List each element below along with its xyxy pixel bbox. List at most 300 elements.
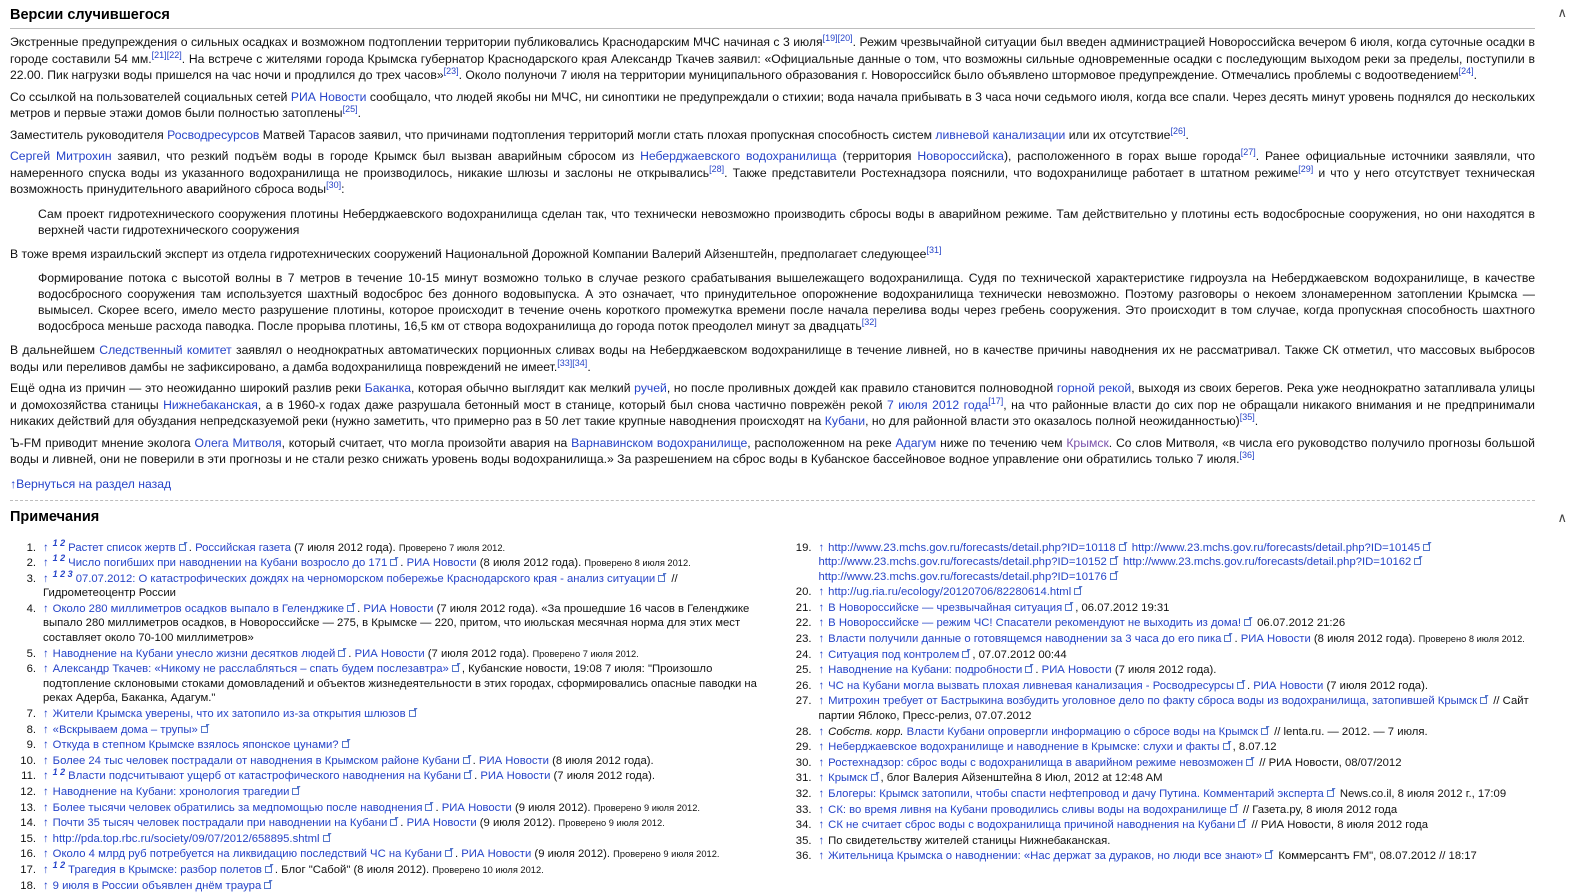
paragraph xyxy=(10,435,1535,468)
reference-number: 2. xyxy=(10,556,36,571)
ref-marker[interactable]: [35] xyxy=(1240,412,1255,422)
backlink-numbers[interactable]: 1 2 xyxy=(53,860,66,870)
backlink-arrow[interactable]: ↑ xyxy=(819,726,825,738)
external-link-icon[interactable] xyxy=(1327,788,1336,797)
backlink-arrow[interactable]: ↑ xyxy=(819,850,825,862)
text: , на что районные власти до сих пор не обращали никакого внимания и не предпринимали никаких действий для обуздания непредсказуемой реки (нужно заметить, что примерно раз в 50 лет такие крупные наводнения происходят на xyxy=(10,398,1535,429)
backlink-arrow[interactable]: ↑ xyxy=(43,817,49,829)
visited-link[interactable]: Крымск xyxy=(1066,436,1108,450)
reference-number: 13. xyxy=(10,801,36,816)
references-list xyxy=(10,541,1535,894)
backlink-arrow[interactable]: ↑ xyxy=(819,680,825,692)
ref-marker[interactable]: [22] xyxy=(167,49,182,59)
text: // lenta.ru. — 2012. — 7 июля. xyxy=(1271,726,1428,738)
ref-marker[interactable]: [21] xyxy=(152,49,167,59)
access-date: Проверено 7 июля 2012. xyxy=(532,649,638,659)
backlink-arrow[interactable]: ↑ xyxy=(819,586,825,598)
external-link-icon[interactable] xyxy=(338,648,347,657)
reference-item xyxy=(10,647,760,662)
paragraph xyxy=(10,34,1535,84)
backlink-numbers[interactable]: 1 2 3 xyxy=(53,569,73,579)
reference-number: 31. xyxy=(786,771,812,786)
ref-marker[interactable]: [20] xyxy=(838,33,853,43)
reference-text xyxy=(43,816,760,831)
ref-marker[interactable]: [23] xyxy=(444,66,459,76)
reference-number: 5. xyxy=(10,647,36,662)
link[interactable]: Крымск xyxy=(828,772,867,784)
text: . xyxy=(400,817,406,829)
link[interactable]: Растет список жертв xyxy=(68,542,176,554)
backlink-arrow[interactable]: ↑ xyxy=(43,786,49,798)
link[interactable]: Жители Крымска уверены, что их затопило из-за открытия шлюзов xyxy=(53,708,406,720)
reference-item xyxy=(786,756,1536,771)
link[interactable]: ЧС на Кубани могла вызвать плохая ливневая канализация - Росводресурсы xyxy=(828,680,1234,692)
backlink-arrow[interactable]: ↑ xyxy=(43,864,49,876)
backlink-arrow[interactable]: ↑ xyxy=(819,617,825,629)
link[interactable]: Около 280 миллиметров осадков выпало в Геленджике xyxy=(53,603,344,615)
external-link-icon[interactable] xyxy=(1237,680,1246,689)
text: , выходя из своих берегов. Река уже неоднократно затапливала улицы и домохозяйства станицы xyxy=(10,381,1535,412)
link[interactable]: http://www.23.mchs.gov.ru/forecasts/detail.php?ID=10152 xyxy=(819,556,1107,568)
text: В дальнейшем xyxy=(10,343,99,357)
backlink-arrow[interactable]: ↑ xyxy=(43,542,49,554)
reference-number: 29. xyxy=(786,740,812,755)
external-link-icon[interactable] xyxy=(962,649,971,658)
link[interactable]: Власти получили данные о готовящемся наводнении за 3 часа до его пика xyxy=(828,633,1221,645)
link[interactable]: 7 июля 2012 года xyxy=(887,398,988,412)
reference-number: 21. xyxy=(786,601,812,616)
reference-item xyxy=(10,662,760,706)
reference-item xyxy=(786,740,1536,755)
link[interactable]: Неберджаевского водохранилища xyxy=(640,149,836,163)
external-link-icon[interactable] xyxy=(1238,819,1247,828)
external-link-icon[interactable] xyxy=(1423,542,1432,551)
link[interactable]: РИА Новости xyxy=(480,770,550,782)
link[interactable]: http://ug.ria.ru/ecology/20120706/82280614.html xyxy=(828,586,1071,598)
link[interactable]: Нижнебаканская xyxy=(163,398,258,412)
link[interactable]: Александр Ткачев: «Никому не расслабляться – спать будем послезавтра» xyxy=(53,663,449,675)
link[interactable]: Власти Кубани опровергли информацию о сбросе воды на Крымск xyxy=(907,726,1258,738)
text: Заместитель руководителя xyxy=(10,128,167,142)
backlink-arrow[interactable]: ↑ xyxy=(43,833,49,845)
link[interactable]: ливневой канализации xyxy=(935,128,1065,142)
reference-number: 9. xyxy=(10,738,36,753)
external-link-icon[interactable] xyxy=(347,603,356,612)
external-link-icon[interactable] xyxy=(179,542,188,551)
reference-item xyxy=(10,785,760,800)
ref-sup xyxy=(572,357,587,367)
link[interactable]: РИА Новости xyxy=(461,848,531,860)
text: (7 июля 2012 года). «За прошедшие 16 часов в Геленджике выпало 280 миллиметров осадков, в Новороссийске — 275, в Крымске — 220, притом, что июльская месячная норма для этих мест составляет около 70-100 миллиметров» xyxy=(43,603,749,644)
link[interactable]: горной рекой xyxy=(1057,381,1131,395)
text: (9 июля 2012). xyxy=(477,817,559,829)
reference-item xyxy=(10,816,760,831)
backlink-arrow[interactable]: ↑ xyxy=(819,819,825,831)
reference-text xyxy=(43,863,760,878)
text: . xyxy=(400,557,406,569)
backlink-arrow[interactable]: ↑ xyxy=(43,708,49,720)
link[interactable]: http://www.23.mchs.gov.ru/forecasts/detail.php?ID=10145 xyxy=(1132,542,1420,554)
link[interactable]: Росводресурсов xyxy=(167,128,259,142)
link[interactable]: Почти 35 тысяч человек пострадали при наводнении на Кубани xyxy=(53,817,388,829)
ref-sup xyxy=(838,33,853,43)
reference-number: 18. xyxy=(10,879,36,894)
reference-item xyxy=(786,632,1536,647)
text: В тоже время израильский эксперт из отдела гидротехнических сооружений Национальной Дорожной Компании Валерий Айзенштейн, предполагает следующее xyxy=(10,247,926,261)
reference-text xyxy=(819,725,1536,740)
external-link-icon[interactable] xyxy=(390,557,399,566)
ref-sup xyxy=(862,317,877,327)
link[interactable]: Число погибших при наводнении на Кубани возросло до 171 xyxy=(68,557,387,569)
reference-text xyxy=(819,834,1536,849)
reference-number: 25. xyxy=(786,663,812,678)
ref-sup xyxy=(1239,450,1254,460)
backlink-arrow[interactable]: ↑ xyxy=(43,724,49,736)
ref-marker[interactable]: [19] xyxy=(823,33,838,43)
link[interactable]: Ростехнадзор: сброс воды с водохранилища в аварийном режиме невозможен xyxy=(828,757,1243,769)
collapse-section-icon[interactable]: ∧ xyxy=(1557,511,1567,525)
link[interactable]: Новороссийска xyxy=(917,149,1004,163)
external-link-icon[interactable] xyxy=(264,880,273,889)
external-link-icon[interactable] xyxy=(1065,602,1074,611)
external-link-icon[interactable] xyxy=(323,833,332,842)
backlink-arrow[interactable]: ↑ xyxy=(43,557,49,569)
external-link-icon[interactable] xyxy=(409,708,418,717)
text: и что у него отсутствует техническая возможность принудительного аварийного сброса воды xyxy=(10,166,1535,197)
reference-item xyxy=(786,725,1536,740)
text: . xyxy=(474,770,480,782)
link[interactable]: РИА Новости xyxy=(1253,680,1323,692)
link[interactable]: Сергей Митрохин xyxy=(10,149,112,163)
link[interactable]: Ситуация под контролем xyxy=(828,649,959,661)
reference-text xyxy=(43,832,760,847)
ref-marker[interactable]: [31] xyxy=(926,244,941,254)
paragraph xyxy=(10,342,1535,375)
section-title-notes: Примечания xyxy=(10,503,1535,529)
backlink-arrow[interactable]: ↑ xyxy=(819,835,825,847)
link[interactable]: ручей xyxy=(634,381,667,395)
text: , но для районной власти это оказалось полной неожиданностью) xyxy=(865,414,1240,428)
link[interactable]: РИА Новости xyxy=(291,90,367,104)
text: , но после проливных дождей как правило становится полноводной xyxy=(667,381,1057,395)
reference-text xyxy=(819,648,1536,663)
link[interactable]: Более 24 тыс человек пострадали от наводнения в Крымском районе Кубани xyxy=(53,755,460,767)
external-link-icon[interactable] xyxy=(1246,757,1255,766)
backlink-arrow[interactable]: ↑ xyxy=(819,788,825,800)
link[interactable]: Кубани xyxy=(825,414,865,428)
backlink-arrow[interactable]: ↑ xyxy=(819,602,825,614)
text: . Блог "Сабой" (8 июля 2012). xyxy=(275,864,432,876)
reference-number: 8. xyxy=(10,723,36,738)
external-link-icon[interactable] xyxy=(1110,556,1119,565)
backlink-arrow[interactable]: ↑ xyxy=(43,573,49,585)
text: (7 июля 2012 года). xyxy=(425,648,533,660)
ref-marker[interactable]: [30] xyxy=(326,180,341,190)
link[interactable]: В Новороссийске — чрезвычайная ситуация xyxy=(828,602,1062,614)
external-link-icon[interactable] xyxy=(265,864,274,873)
ref-sup xyxy=(1241,147,1256,157)
reference-item xyxy=(10,723,760,738)
reference-item xyxy=(786,771,1536,786)
external-link-icon[interactable] xyxy=(292,786,301,795)
backlink-arrow[interactable]: ↑ xyxy=(43,648,49,660)
external-link-icon[interactable] xyxy=(658,573,667,582)
ref-marker[interactable]: [24] xyxy=(1459,66,1474,76)
link[interactable]: http://www.23.mchs.gov.ru/forecasts/detail.php?ID=10162 xyxy=(1123,556,1411,568)
text: заявлял о неоднократных автоматических порционных сливах воды на Неберджаевском водохранилище в течение ливней, но в качестве причины наводнения их не рассматривал. Также СК отметил, что массовых выбросов воды или переливов дамбы не зафиксировано, а дамба водохранилища повреждений не имеет. xyxy=(10,343,1535,374)
reference-number: 14. xyxy=(10,816,36,831)
external-link-icon[interactable] xyxy=(1223,741,1232,750)
link[interactable]: http://www.23.mchs.gov.ru/forecasts/detail.php?ID=10118 xyxy=(828,542,1116,554)
ref-marker[interactable]: [34] xyxy=(572,357,587,367)
link[interactable]: Более тысячи человек обратились за медпомощью после наводнения xyxy=(53,802,423,814)
external-link-icon[interactable] xyxy=(1119,542,1128,551)
ref-sup xyxy=(1298,163,1313,173)
link[interactable]: РИА Новости xyxy=(479,755,549,767)
external-link-icon[interactable] xyxy=(201,724,210,733)
text: (8 июля 2012 года). xyxy=(477,557,585,569)
external-link-icon[interactable] xyxy=(1414,556,1423,565)
text: Коммерсантъ FM", 08.07.2012 // 18:17 xyxy=(1275,850,1477,862)
ref-marker[interactable]: [17] xyxy=(988,395,1003,405)
ref-sup xyxy=(823,33,838,43)
ref-sup xyxy=(988,395,1003,405)
link[interactable]: РИА Новости xyxy=(355,648,425,660)
reference-item xyxy=(10,879,760,894)
backlink-arrow[interactable]: ↑ xyxy=(43,880,49,892)
text: ниже по течению чем xyxy=(936,436,1066,450)
text: . xyxy=(358,106,361,120)
text: сообщало, что людей якобы ни МЧС, ни синоптики не предупреждали о стихии; вода начала прибывать в 3 часа ночи седьмого июля, когда все спали. Через десять минут уровень поднялся до нескольких метров и первые этажи домов были полностью затоплены xyxy=(10,90,1535,121)
text: , расположенном на реке xyxy=(747,436,895,450)
text: или их отсутствие xyxy=(1065,128,1170,142)
link[interactable]: СК: во время ливня на Кубани проводились сливы воды на водохранилище xyxy=(828,804,1227,816)
backlink-arrow[interactable]: ↑ xyxy=(819,633,825,645)
link[interactable]: РИА Новости xyxy=(363,603,433,615)
backlink-arrow[interactable]: ↑ xyxy=(819,772,825,784)
access-date: Проверено 9 июля 2012. xyxy=(594,803,700,813)
backlink-arrow[interactable]: ↑ xyxy=(819,695,825,707)
backlink-arrow[interactable]: ↑ xyxy=(819,804,825,816)
text: . На встрече с жителями города Крымска губернатор Краснодарского края Александр Ткачев заявил: «Официальные данные о том, что возможны сильные одновременные осадки с последующим выходом реки за пределы, поступили в 22.00. Пик нагрузки воды пришелся на час ночи и продлился до трех часов» xyxy=(10,52,1535,83)
ref-marker[interactable]: [32] xyxy=(862,317,877,327)
external-link-icon[interactable] xyxy=(342,739,351,748)
text: , Кубанские новости, 19:08 7 июля: "Произошло подтопление склоновыми стоками домовладений и объектов жизнедеятельности в этих городах, сформировались опасные паводки на реках Адерба, Баканка, Адагум." xyxy=(43,663,757,704)
text: (9 июля 2012). xyxy=(531,848,613,860)
link[interactable]: Варнавинском водохранилище xyxy=(571,436,747,450)
link[interactable]: Около 4 млрд руб потребуется на ликвидацию последствий ЧС на Кубани xyxy=(53,848,442,860)
link[interactable]: http://www.23.mchs.gov.ru/forecasts/detail.php?ID=10176 xyxy=(819,571,1107,583)
ref-sup xyxy=(1170,125,1185,135)
reference-number: 28. xyxy=(786,725,812,740)
back-to-section-link[interactable]: ↑Вернуться на раздел назад xyxy=(10,477,171,491)
link[interactable]: Жительница Крымска о наводнении: «Нас держат за дураков, но люди все знают» xyxy=(828,850,1262,862)
link[interactable]: «Вскрываем дома – трупы» xyxy=(53,724,198,736)
text: , который считает, что могла произойти авария на xyxy=(282,436,572,450)
text: . xyxy=(348,648,354,660)
backlink-arrow[interactable]: ↑ xyxy=(43,848,49,860)
link[interactable]: РИА Новости xyxy=(442,802,512,814)
reference-number: 32. xyxy=(786,787,812,802)
link[interactable]: Адагум xyxy=(895,436,936,450)
link[interactable]: Наводнение на Кубани унесло жизни десятков людей xyxy=(53,648,336,660)
reference-number: 12. xyxy=(10,785,36,800)
link[interactable]: РИА Новости xyxy=(407,557,477,569)
link[interactable]: Баканка xyxy=(365,381,411,395)
ref-marker[interactable]: [25] xyxy=(343,104,358,114)
text: . Со слов Митволя, «в числа его руководство получило прогнозы большой воды и ливней, они не поверили в эти прогнозы и не стали резко снижать уровень воды водохранилища.» За разрешением на сброс воды в Кубанское бассейновое водное управление они обратились только 7 июля. xyxy=(10,436,1535,467)
external-link-icon[interactable] xyxy=(1261,726,1270,735)
backlink-numbers[interactable]: 1 2 xyxy=(53,767,66,777)
ref-marker[interactable]: [27] xyxy=(1241,147,1256,157)
ref-sup xyxy=(1459,66,1474,76)
backlink-arrow[interactable]: ↑ xyxy=(819,741,825,753)
reference-text xyxy=(43,541,760,556)
reference-item xyxy=(786,648,1536,663)
external-link-icon[interactable] xyxy=(871,772,880,781)
link[interactable]: Блогеры: Крымск затопили, чтобы спасти нефтепровод и дачу Путина. Комментарий эксперта xyxy=(828,788,1324,800)
text: 06.07.2012 21:26 xyxy=(1254,617,1345,629)
backlink-arrow[interactable]: ↑ xyxy=(43,739,49,751)
text: . Также представители Ростехнадзора пояснили, что водохранилище работает в штатном режиме xyxy=(724,166,1298,180)
link[interactable]: СК не считает сброс воды с водохранилища причиной наводнения на Кубани xyxy=(828,819,1235,831)
reference-number: 20. xyxy=(786,585,812,600)
link[interactable]: В Новороссийске — режим ЧС! Спасатели рекомендуют не выходить из дома! xyxy=(828,617,1241,629)
link[interactable]: 07.07.2012: О катастрофических дождях на черноморском побережье Краснодарского края - анализ ситуации xyxy=(76,573,656,585)
external-link-icon[interactable] xyxy=(1025,664,1034,673)
reference-item xyxy=(786,818,1536,833)
backlink-arrow[interactable]: ↑ xyxy=(819,542,825,554)
external-link-icon[interactable] xyxy=(425,802,434,811)
ref-sup xyxy=(709,163,724,173)
link[interactable]: http://pda.top.rbc.ru/society/09/07/2012/658895.shtml xyxy=(53,833,320,845)
link[interactable]: Наводнение на Кубани: подробности xyxy=(828,664,1022,676)
ref-sup xyxy=(926,244,941,254)
text: заявил, что резкий подъём воды в городе Крымск был вызван аварийным сбросом из xyxy=(112,149,640,163)
blockquote xyxy=(38,206,1535,238)
reference-number: 6. xyxy=(10,662,36,706)
external-link-icon[interactable] xyxy=(1265,850,1274,859)
text: . Ранее официальные источники заявляли, что намеренного спуска воды из указанного водохранилища не производилось, никакие шлюзы и заслоны не открывались xyxy=(10,149,1535,180)
blockquote xyxy=(38,270,1535,334)
ref-marker[interactable]: [26] xyxy=(1170,125,1185,135)
reference-item xyxy=(10,801,760,816)
link[interactable]: Российская газета xyxy=(195,542,291,554)
ref-marker[interactable]: [29] xyxy=(1298,163,1313,173)
reference-number: 15. xyxy=(10,832,36,847)
section-divider xyxy=(10,500,1535,501)
external-link-icon[interactable] xyxy=(390,817,399,826)
collapse-section-icon[interactable]: ∧ xyxy=(1557,6,1567,20)
link[interactable]: РИА Новости xyxy=(1042,664,1112,676)
link[interactable]: РИА Новости xyxy=(407,817,477,829)
backlink-numbers[interactable]: 1 2 xyxy=(53,538,66,548)
paragraph xyxy=(10,89,1535,122)
text: . xyxy=(455,848,461,860)
link[interactable]: РИА Новости xyxy=(1241,633,1311,645)
reference-text xyxy=(43,662,760,706)
text: // Гидрометеоцентр России xyxy=(43,573,678,600)
reference-item xyxy=(786,834,1536,849)
reference-number: 34. xyxy=(786,818,812,833)
link[interactable]: Неберджаевское водохранилище и наводнение в Крымске: слухи и факты xyxy=(828,741,1219,753)
text: . xyxy=(189,542,195,554)
ref-sup xyxy=(444,66,459,76)
link[interactable]: Олега Митволя xyxy=(194,436,281,450)
ref-sup xyxy=(326,180,341,190)
ref-marker[interactable]: [28] xyxy=(709,163,724,173)
access-date: Проверено 10 июля 2012. xyxy=(432,865,543,875)
reference-text xyxy=(43,602,760,646)
external-link-icon[interactable] xyxy=(1074,586,1083,595)
link[interactable]: 9 июля в России объявлен днём траура xyxy=(53,880,262,892)
reference-number: 10. xyxy=(10,754,36,769)
link[interactable]: Откуда в степном Крымске взялось японское цунами? xyxy=(53,739,339,751)
external-link-icon[interactable] xyxy=(1244,617,1253,626)
text: Формирование потока с высотой волны в 7 метров в течение 10-15 минут возможно только в случае резкого срабатывания вышележащего водохранилища. Судя по технической характеристике гидроузла на Неберджаевском водохранилище, в качестве водосбросного сооружения там используется шахтный водосброс без донного водовыпуска. А это означает, что принудительное опорожнение водохранилища технически невозможно. Поэтому разговоры о некоем злонамеренном затоплении Крымска — вымысел. Скорее всего, имело место разрушение плотины, которое происходит в течение очень короткого промежутка времени после начала перелива воды через гребень сооружения. Это происходит в том случае, когда пропускная способность шахтного водосброса меньше расхода паводка. После прорыва плотины, 16,5 км от створа водохранилища до города поток преодолел минут за двадцать xyxy=(38,271,1535,333)
reference-item xyxy=(786,541,1536,585)
backlink-arrow[interactable]: ↑ xyxy=(43,770,49,782)
text: (7 июля 2012 года). xyxy=(1323,680,1428,692)
backlink-arrow[interactable]: ↑ xyxy=(819,649,825,661)
ref-sup xyxy=(557,357,572,367)
ref-marker[interactable]: [33] xyxy=(557,357,572,367)
reference-text xyxy=(43,754,760,769)
reference-number: 16. xyxy=(10,847,36,862)
paragraph xyxy=(10,380,1535,430)
reference-number: 19. xyxy=(786,541,812,585)
ref-sup xyxy=(152,49,167,59)
access-date: Проверено 9 июля 2012. xyxy=(559,818,665,828)
text: // Сайт партии Яблоко, Пресс-релиз, 07.07.2012 xyxy=(819,695,1529,722)
backlink-arrow[interactable]: ↑ xyxy=(43,802,49,814)
external-link-icon[interactable] xyxy=(452,663,461,672)
reference-text xyxy=(819,787,1536,802)
backlink-numbers[interactable]: 1 2 xyxy=(53,553,66,563)
link[interactable]: Трагедия в Крымске: разбор полетов xyxy=(68,864,262,876)
external-link-icon[interactable] xyxy=(1480,695,1489,704)
backlink-arrow[interactable]: ↑ xyxy=(43,755,49,767)
backlink-arrow[interactable]: ↑ xyxy=(819,757,825,769)
link[interactable]: Наводнение на Кубани: хронология трагедии xyxy=(53,786,290,798)
reference-item xyxy=(10,541,760,556)
reference-item xyxy=(10,707,760,722)
backlink-arrow[interactable]: ↑ xyxy=(819,664,825,676)
reference-number: 11. xyxy=(10,769,36,784)
references-column-right xyxy=(786,541,1536,894)
external-link-icon[interactable] xyxy=(464,770,473,779)
link[interactable]: Митрохин требует от Бастрыкина возбудить уголовное дело по факту сброса воды из водохранилища, затопившей Крымск xyxy=(828,695,1477,707)
link[interactable]: Следственный комитет xyxy=(99,343,231,357)
external-link-icon[interactable] xyxy=(1224,633,1233,642)
text: : xyxy=(341,182,344,196)
external-link-icon[interactable] xyxy=(445,848,454,857)
external-link-icon[interactable] xyxy=(1110,571,1119,580)
reference-number: 23. xyxy=(786,632,812,647)
external-link-icon[interactable] xyxy=(1230,804,1239,813)
text: (8 июля 2012 года). xyxy=(1311,633,1419,645)
backlink-arrow[interactable]: ↑ xyxy=(43,663,49,675)
text: . xyxy=(1474,68,1477,82)
back-link-row xyxy=(10,477,1535,491)
article-body xyxy=(10,34,1535,468)
text: Экстренные предупреждения о сильных осадках и возможном подтоплении территории публиковались Краснодарским МЧС начиная с 3 июля xyxy=(10,35,823,49)
external-link-icon[interactable] xyxy=(463,755,472,764)
ref-marker[interactable]: [36] xyxy=(1239,450,1254,460)
link[interactable]: Власти подсчитывают ущерб от катастрофического наводнения на Кубани xyxy=(68,770,461,782)
ref-sup xyxy=(1240,412,1255,422)
backlink-arrow[interactable]: ↑ xyxy=(43,603,49,615)
